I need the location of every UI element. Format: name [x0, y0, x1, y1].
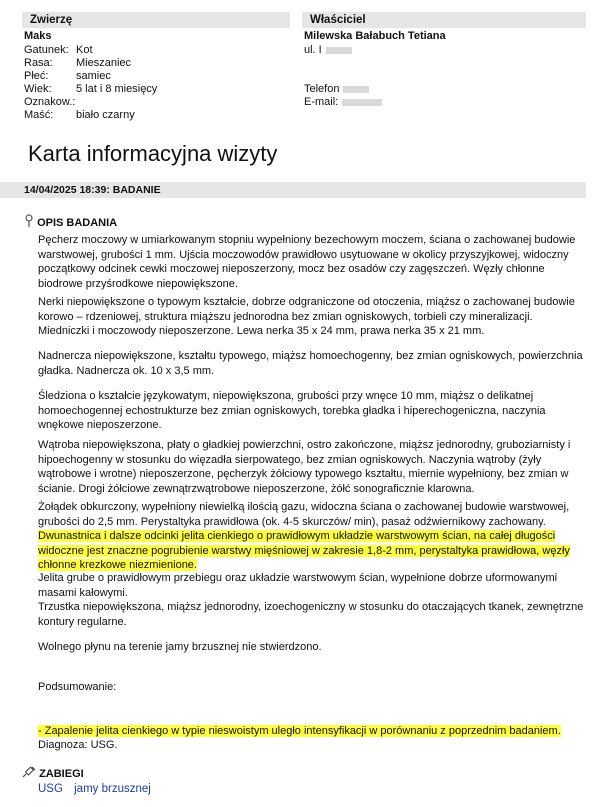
summary-paragraph [38, 724, 586, 739]
exam-paragraph-kidneys: Nerki niepowiększone o typowym kształcie, dobrze odgraniczone od otoczenia, miąższ o zachowanej budowie korowo – rdzeniowej, struktura miąższu jednorodna bez zmian ogniskowych, torbieli czy mineralizacji. Miedniczki i moczowody nieposzerzone. Lewa nerka 35 x 24 mm, prawa nerka 35 x 21 mm. [38, 296, 575, 337]
syringe-icon [22, 766, 36, 778]
field-label-species: Gatunek: [24, 44, 69, 56]
procedure-item[interactable] [38, 783, 151, 795]
exam-paragraph-colon: Jelita grube o prawidłowym przebiegu oraz układzie warstwowym ścian, wypełnione dobrze uformowanymi masami kałowymi. [38, 572, 558, 599]
exam-paragraph-bladder: Pęcherz moczowy w umiarkowanym stopniu wypełniony bezechowym moczem, ściana o zachowanej budowie warstwowej, grubości 1 mm. Ujścia moczowodów prawidłowo usytuowane w okolicy przyszyjkowej, widoczny początkowy odcinek cewki moczowej nieposzerzony, mocz bez osadów czy zagęszczeń. Węzły chłonne biodrowe przyśrodkowe niepowiększone. [38, 234, 576, 290]
exam-heading-row [24, 214, 117, 229]
animal-name: Maks [24, 30, 52, 42]
owner-phone-label: Telefon [304, 83, 340, 95]
exam-paragraph-pancreas: Trzustka niepowiększona, miąższ jednorodny, izoechogeniczny w stosunku do otaczających tkanek, zewnętrzne kontury regularne. [38, 601, 584, 628]
exam-paragraph-spleen: Śledziona o kształcie językowatym, niepowiększona, grubości przy wnęce 10 mm, miąższ o delikatnej homoechogennej echostrukturze bez zmian ogniskowych, torebka gładka i hiperechogeniczna, naczynia wnękowe nieposzerzone. [38, 390, 546, 431]
diagnosis: Diagnoza: USG. [38, 739, 118, 751]
visit-type: BADANIE [112, 184, 161, 196]
visit-datetime: 14/04/2025 18:39: [24, 184, 110, 196]
owner-address-text: ul. I [304, 44, 322, 56]
exam-paragraph-liver: Wątroba niepowiększona, płaty o gładkiej powierzchni, ostro zakończone, miąższ jednorodny, gruboziarnisty i hipoechogenny w stosunku do więzadła sierpowatego, bez zmian ogniskowych. Naczynia wątroby (żyły wątrobowe i wrotne) nieposzerzone, pęcherzyk żółciowy typowego kształtu, miernie wypełniony, bez zmian w ścianie. Drogi żółciowe zewnątrzwątrobowe nieposzerzone, żółć sonograficznie klarowna. [38, 439, 571, 495]
field-label-sex: Płeć: [24, 70, 49, 82]
field-value-age: 5 lat i 8 miesięcy [76, 83, 158, 95]
procedures-heading-row [22, 766, 84, 780]
field-label-marking: Oznakow.: [24, 96, 76, 108]
exam-paragraph-stomach: Żołądek obkurczony, wypełniony niewielką ilością gazu, widoczna ściana o zachowanej budowie warstwowej, grubości do 2,5 mm. Perystaltyka prawidłowa (ok. 4-5 skurczów/ min), pasaż odźwiernikowy zachowany. [38, 501, 570, 528]
highlighted-intestine-text: Dwunastnica i dalsze odcinki jelita cienkiego o prawidłowym układzie warstwowym ścian, na całej długości widoczne jest znaczne pogrubienie warstwy mięśniowej w zakresie 1,8-2 mm, perystaltyka prawidłowa, węzły chłonne krezkowe niezmienione. [38, 530, 570, 571]
redacted-address [326, 47, 352, 54]
field-value-color: biało czarny [76, 109, 135, 121]
owner-email [304, 96, 382, 109]
exam-paragraph-intestine [38, 529, 586, 573]
procedure-code-link[interactable]: USG [38, 783, 63, 795]
field-label-age: Wiek: [24, 83, 52, 95]
field-label-color: Maść: [24, 109, 54, 121]
owner-address [304, 44, 352, 57]
animal-header: Zwierzę [22, 12, 290, 28]
procedures-heading: ZABIEGI [39, 768, 84, 780]
page-title: Karta informacyjna wizyty [28, 141, 278, 166]
redacted-phone [343, 86, 369, 93]
field-value-sex: samiec [76, 70, 111, 82]
owner-phone [304, 83, 369, 96]
summary-label: Podsumowanie: [38, 681, 117, 693]
redacted-email [342, 99, 382, 106]
exam-paragraph-adrenals: Nadnercza niepowiększone, kształtu typowego, miąższ homoechogenny, bez zmian ogniskowych, powierzchnia gładka. Nadnercza ok. 10 x 3,5 mm. [38, 350, 583, 377]
summary-text: - Zapalenie jelita cienkiego w typie nieswoistym uległo intensyfikacji w porównaniu z poprzednim badaniem. [38, 725, 561, 737]
exam-heading: OPIS BADANIA [37, 217, 118, 229]
owner-name: Milewska Bałabuch Tetiana [304, 30, 446, 42]
owner-email-label: E-mail: [304, 96, 339, 108]
field-value-species: Kot [76, 44, 93, 56]
field-value-breed: Mieszaniec [76, 57, 132, 69]
exam-paragraph-fluid: Wolnego płynu na terenie jamy brzusznej nie stwierdzono. [38, 641, 322, 653]
visit-bar [0, 182, 586, 198]
owner-header: Właściciel [302, 12, 586, 28]
field-label-breed: Rasa: [24, 57, 53, 69]
pin-icon [24, 214, 34, 228]
procedure-name-link[interactable]: jamy brzusznej [74, 783, 151, 795]
